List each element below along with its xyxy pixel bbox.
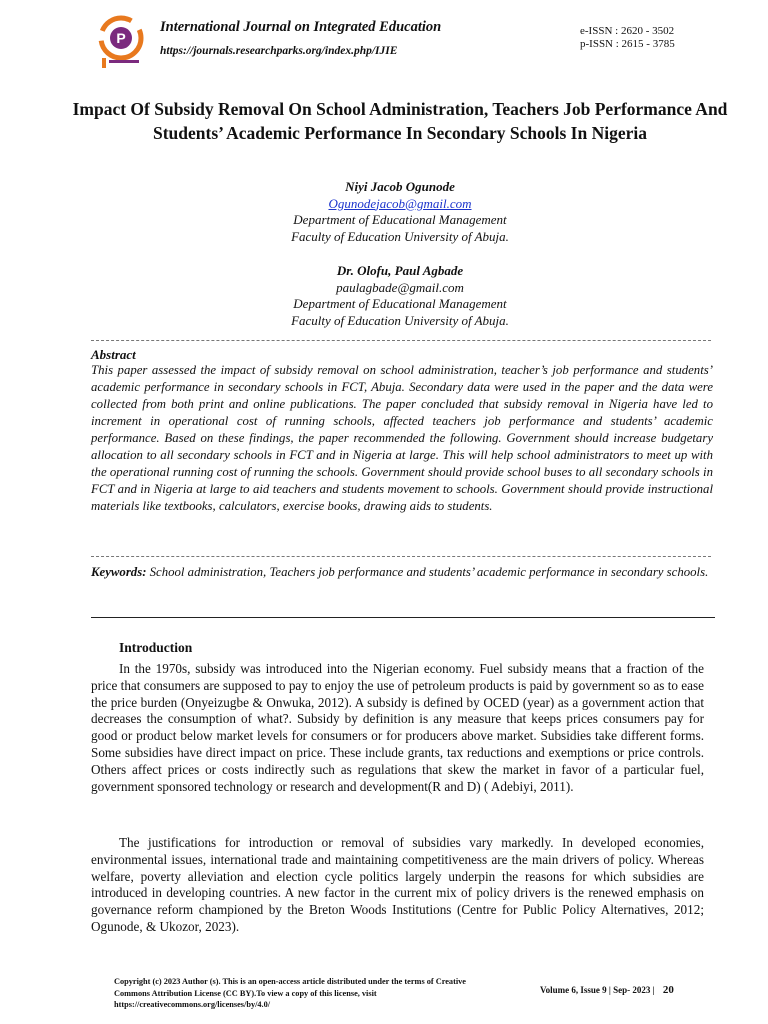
author-block-2 [150,263,650,329]
intro-paragraph-1: In the 1970s, subsidy was introduced into the Nigerian economy. Fuel subsidy means that a fraction of the price that consumers are supposed to pay to enjoy the use of petroleum products is paid by government so as to ease the price burden (Onyeizugbe & Onwuka, 2012). A subsidy is defined by OCED (year) as a government action that decreases the consumption of what?. Subsidy by definition is any measure that keeps prices consumers pay for good or product below market levels for consumers or for producers above market. Subsidies take different forms. Some subsidies have direct impact on price. These include grants, tax reductions and exemptions or price controls. Others affect prices or costs indirectly such as regulations that skew the market in favor of a particular fuel, government sponsored technology or research and development(R and D) ( Adebiyi, 2011). [91,661,704,794]
page-number: 20 [662,984,674,996]
author-name: Dr. Olofu, Paul Agbade [336,263,464,278]
author-name: Niyi Jacob Ogunode [345,179,455,194]
intro-paragraph-2: The justifications for introduction or removal of subsidies vary markedly. In developed economies, environmental issues, international trade and maintaining competitiveness are the main drivers of policy. Whereas welfare, poverty alleviation and election cycle politics largely underpin the reasons for which subsidies are introduced in developing countries. A new factor in the current mix of policy drivers is the renewed emphasis on governance reform championed by the Breton Woods Institutions (Centre for Public Policy Alternatives, 2012; Ogunode, & Ukozor, 2023). [91,835,704,934]
author-email: paulagbade@gmail.com [336,279,464,295]
section-rule [91,617,715,618]
dashed-divider-top [91,340,711,341]
dashed-divider-bottom [91,556,711,557]
author-block-1 [150,179,650,245]
author-faculty: Faculty of Education University of Abuja. [291,228,509,244]
abstract-text: This paper assessed the impact of subsidy removal on school administration, teacher’s job performance and students’ academic performance in secondary schools in FCT, Abuja. Secondary data were used in the paper and the data were collected from both print and online publications. The paper concluded that subsidy removal in Nigeria have led to increment in operational cost of running schools, affected teachers job performance and students’ academic performance. Based on these findings, the paper recommended the following. Government should increase budgetary allocation to all secondary schools in FCT and in Nigeria at large. This will help school administrators to meet up with the operational running cost of running the schools. Government should provide school buses to all secondary schools in FCT and in Nigeria at large to aid teachers and students movement to schools. Government should provide instructional materials like textbooks, calculators, exercise books, drawing aids to students. [91,363,713,513]
keywords [91,564,713,581]
author-email-link[interactable]: Ogunodejacob@gmail.com [328,195,472,211]
keywords-text: School administration, Teachers job performance and students’ academic performance in secondary schools. [149,565,709,579]
journal-logo [96,14,146,70]
logo-letter: P [116,30,126,46]
keywords-label: Keywords: [91,565,147,579]
issue-text: Volume 6, Issue 9 | Sep- 2023 | [540,985,655,995]
license-notice: Copyright (c) 2023 Author (s). This is an open-access article distributed under the terms of Creative Commons Attribution License (CC BY).To view a copy of this license, visit https://creativecommons.org/licenses/by/4.0/ [114,977,466,1009]
paper-title: Impact Of Subsidy Removal On School Administration, Teachers Job Performance And Students’ Academic Performance In Secondary Schools In Nigeria [72,99,728,143]
introduction-heading: Introduction [119,640,193,655]
issn-block [580,25,675,51]
journal-title: International Journal on Integrated Education [160,19,442,35]
pissn: p-ISSN : 2615 - 3785 [580,38,675,50]
journal-url[interactable]: https://journals.researchparks.org/index.php/IJIE [160,45,398,57]
issue-info [540,984,674,996]
author-faculty: Faculty of Education University of Abuja. [291,312,509,328]
eissn: e-ISSN : 2620 - 3502 [580,25,675,37]
author-department: Department of Educational Management [293,212,507,227]
abstract-heading: Abstract [91,347,136,362]
author-department: Department of Educational Management [293,296,507,311]
